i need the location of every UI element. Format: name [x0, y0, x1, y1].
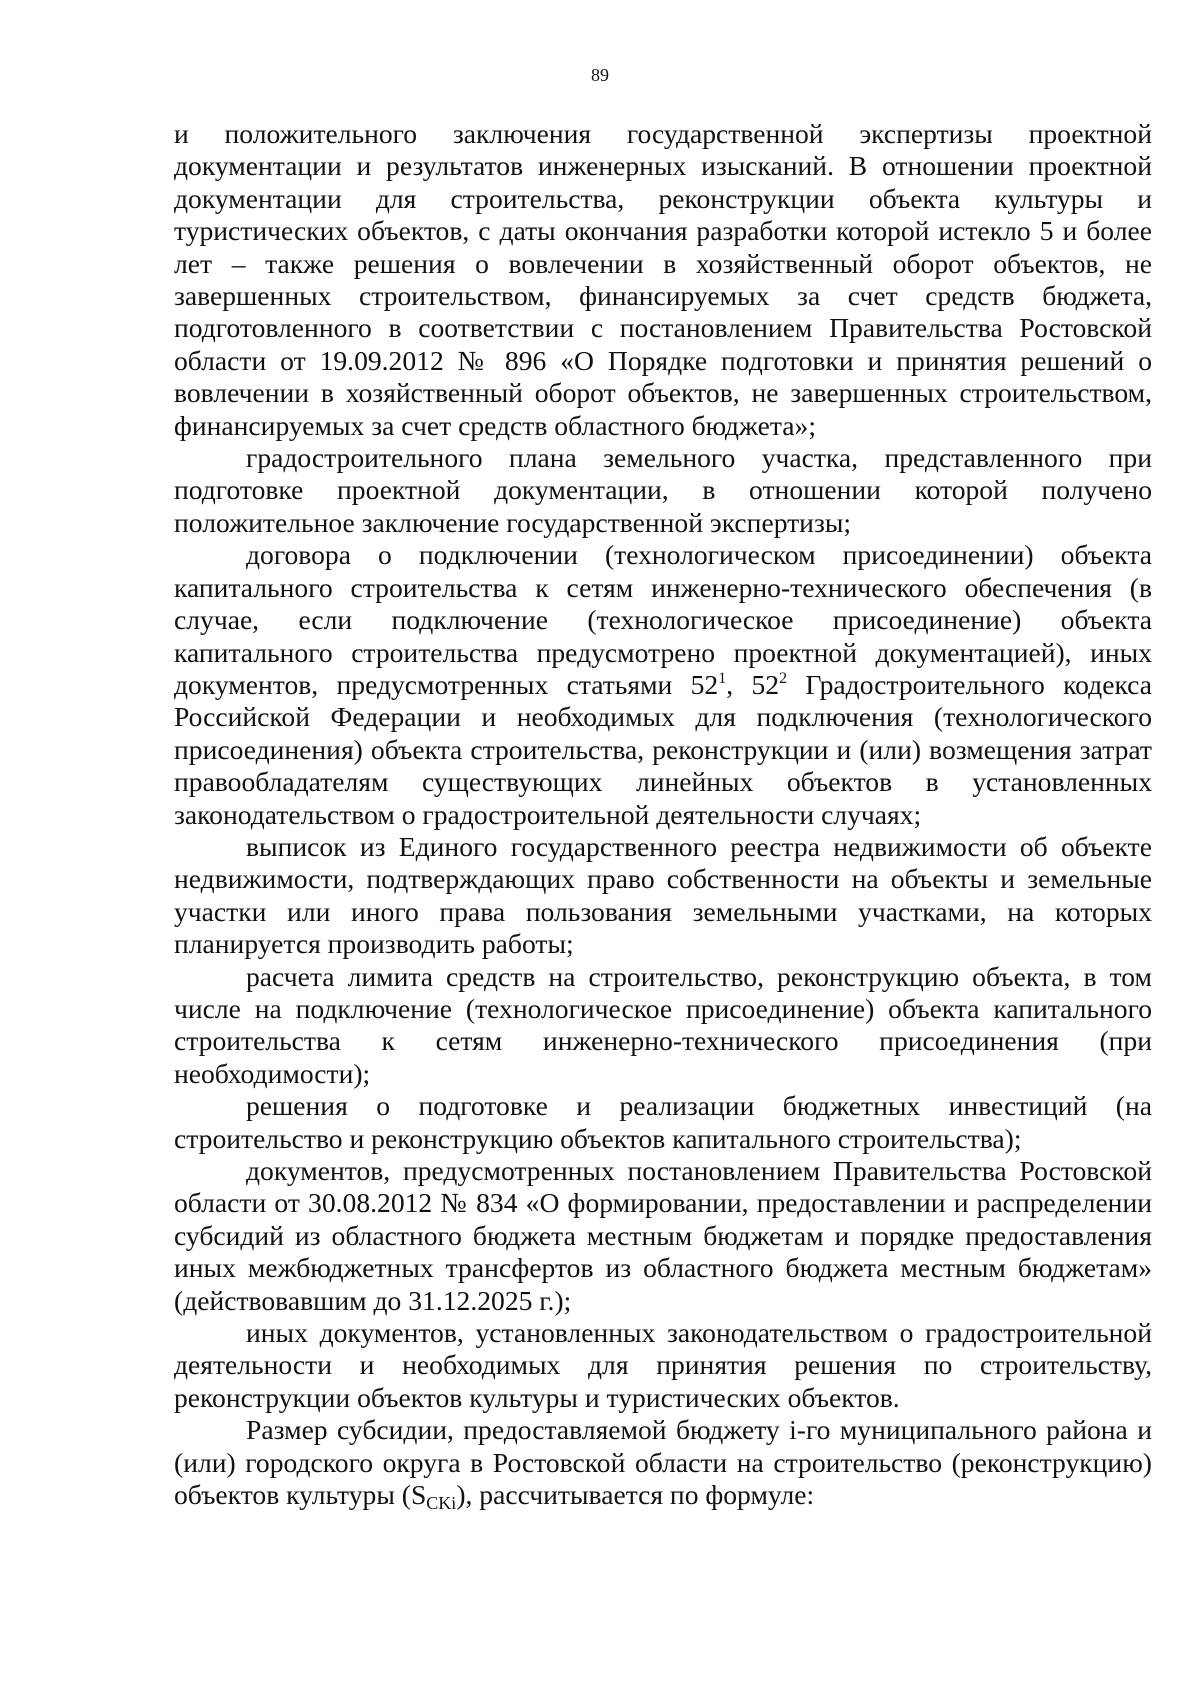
formula-text-1: Размер субсидии, предоставляемой бюджету i-го муниципального района и (или) городского округа в Ростовской области на строительство (реконструкцию) объектов культуры (S [174, 1414, 1152, 1511]
dogovor-superscript-1: 1 [718, 669, 727, 687]
formula-text-2: ), рассчитывается по формуле: [456, 1479, 815, 1511]
paragraph-dogovor [174, 539, 1152, 831]
paragraph-raschet: расчета лимита средств на строительство, реконструкцию объекта, в том числе на подключение (технологическое присоединение) объекта капитального строительства к сетям инженерно-технического присоединения (при необходимости); [174, 960, 1152, 1089]
dogovor-superscript-2: 2 [779, 669, 788, 687]
paragraph-vypiski: выписок из Единого государственного реестра недвижимости об объекте недвижимости, подтверждающих право собственности на объекты и земельные участки или иного права пользования земельными участками, на которых планируется производить работы; [174, 830, 1152, 960]
paragraph-gradplan: градостроительного плана земельного участка, представленного при подготовке проектной документации, в отношении которой получено положительное заключение государственной экспертизы; [174, 442, 1152, 538]
dogovor-text-3: Градостроительного кодекса Российской Федерации и необходимых для подключения (технологического присоединения) объекта строительства, реконструкции и (или) возмещения затрат правообладателям существующих линейных объектов в установленных законодательством о градостроительной деятельности случаях; [174, 668, 1152, 830]
formula-subscript: CKi [426, 1493, 457, 1514]
dogovor-text-2: , 52 [726, 668, 780, 700]
document-body [174, 118, 1152, 1514]
page-number: 89 [591, 65, 609, 85]
dogovor-text-1: договора о подключении (технологическом присоединении) объекта капитального строительства к сетям инженерно-технического обеспечения (в случае, если подключение (технологическое присоединение) объекта капитального строительства предусмотрено проектной документацией), иных документов, предусмотренных статьями 52 [174, 539, 1152, 700]
paragraph-formula-intro [174, 1414, 1152, 1514]
paragraph-resheniya: решения о подготовке и реализации бюджетных инвестиций (на строительство и реконструкцию объектов капитального строительства); [174, 1090, 1152, 1154]
paragraph-dokumenty: документов, предусмотренных постановлением Правительства Ростовской области от 30.08.2012 № 834 «О формировании, предоставлении и распределении субсидий из областного бюджета местным бюджетам и порядке предоставления иных межбюджетных трансфертов из областного бюджета местным бюджетам» (действовавшим до 31.12.2025 г.); [174, 1155, 1152, 1316]
paragraph-expertise: и положительного заключения государственной экспертизы проектной документации и результатов инженерных изысканий. В отношении проектной документации для строительства, реконструкции объекта культуры и туристических объектов, с даты окончания разработки которой истекло 5 и более лет – также решения о вовлечении в хозяйственный оборот объектов, не завершенных строительством, финансируемых за счет средств бюджета, подготовленного в соответствии с постановлением Правительства Ростовской области от 19.09.2012 № 896 «О Порядке подготовки и принятия решений о вовлечении в хозяйственный оборот объектов, не завершенных строительством, финансируемых за счет средств областного бюджета»; [174, 118, 1152, 441]
paragraph-inye-dokumenty: иных документов, установленных законодательством о градостроительной деятельности и необходимых для принятия решения по строительству, реконструкции объектов культуры и туристических объектов. [174, 1317, 1152, 1413]
